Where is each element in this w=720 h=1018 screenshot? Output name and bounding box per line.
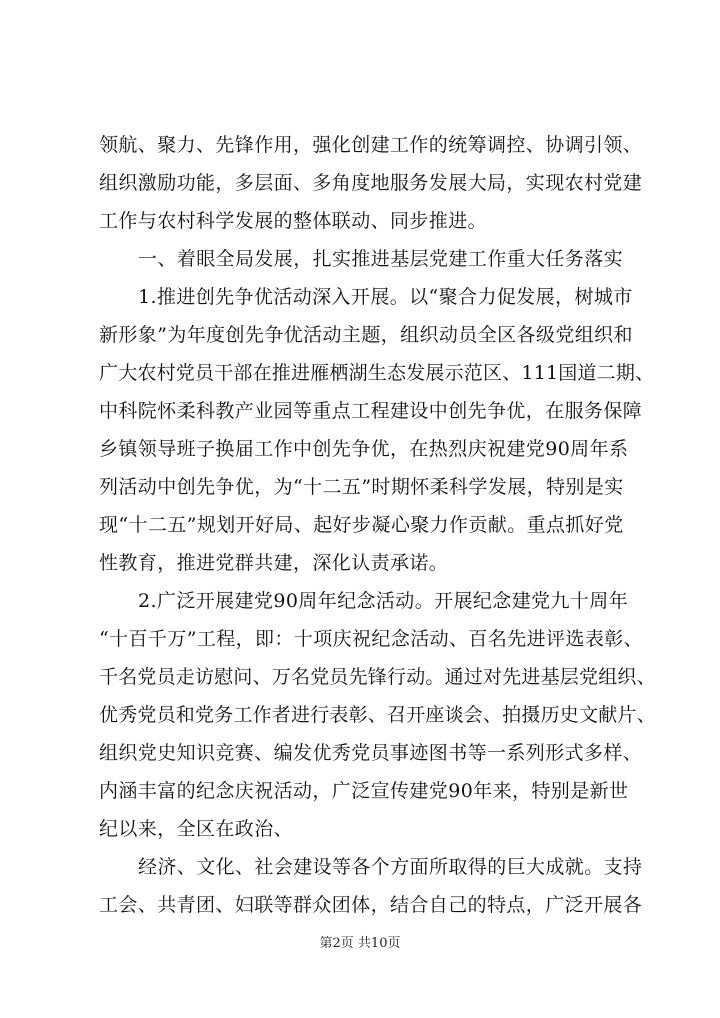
section-heading: 一、着眼全局发展，扎实推进基层党建工作重大任务落实 xyxy=(138,248,624,270)
text-line: 新形象”为年度创先争优活动主题，组织动员全区各级党组织和 xyxy=(99,324,633,346)
text-line: 广大农村党员干部在推进雁栖湖生态发展示范区、111国道二期、 xyxy=(99,362,655,384)
text-line: 现“十二五”规划开好局、起好步凝心聚力作贡献。重点抓好党 xyxy=(99,514,624,536)
page-number: 第2页 共10页 xyxy=(319,936,401,951)
text-line: 千名党员走访慰问、万名党员先锋行动。通过对先进基层党组织、 xyxy=(99,666,656,688)
text-line: 列活动中创先争优，为“十二五”时期怀柔科学发展，特别是实 xyxy=(99,476,624,498)
text-line: 工作与农村科学发展的整体联动、同步推进。 xyxy=(99,210,488,232)
text-line: 1.推进创先争优活动深入开展。以“聚合力促发展，树城市 xyxy=(138,286,633,308)
text-line: 工会、共青团、妇联等群众团体，结合自己的特点，广泛开展各 xyxy=(99,894,643,916)
text-line: 乡镇领导班子换届工作中创先争优，在热烈庆祝建党90周年系 xyxy=(99,438,629,460)
text-line: 组织党史知识竞赛、编发优秀党员事迹图书等一系列形式多样、 xyxy=(99,742,643,764)
text-line: 中科院怀柔科教产业园等重点工程建设中创先争优，在服务保障 xyxy=(99,400,643,422)
text-line: 领航、聚力、先锋作用，强化创建工作的统筹调控、协调引领、 xyxy=(99,134,643,156)
text-line: 组织激励功能，多层面、多角度地服务发展大局，实现农村党建 xyxy=(99,172,643,194)
text-line: 纪以来，全区在政治、 xyxy=(99,818,294,840)
text-line: 经济、文化、社会建设等各个方面所取得的巨大成就。支持 xyxy=(138,856,643,878)
text-line: 2.广泛开展建党90周年纪念活动。开展纪念建党九十周年 xyxy=(138,590,629,612)
text-line: “十百千万”工程，即：十项庆祝纪念活动、百名先进评选表彰、 xyxy=(99,628,644,650)
text-line: 性教育，推进党群共建，深化认责承诺。 xyxy=(99,552,449,574)
text-line: 内涵丰富的纪念庆祝活动，广泛宣传建党90年来，特别是新世 xyxy=(99,780,629,802)
text-line: 优秀党员和党务工作者进行表彰、召开座谈会、拍摄历史文献片、 xyxy=(99,704,656,726)
